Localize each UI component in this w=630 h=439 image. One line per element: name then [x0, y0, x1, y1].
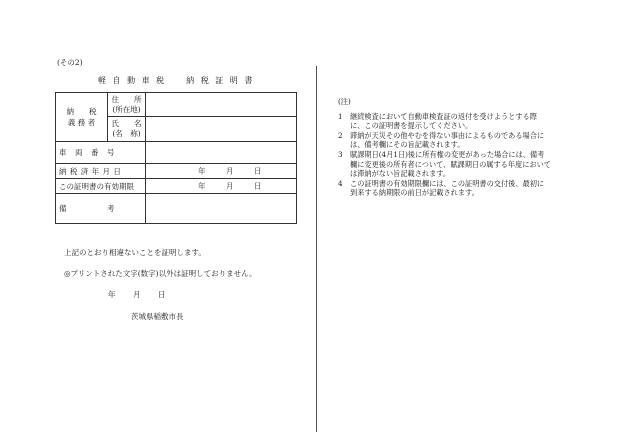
note-text: は、備考欄にその旨記載されます。	[350, 140, 465, 150]
note-text: に、この証明書を提示してください。	[350, 121, 473, 131]
taxpayer-label-cell	[56, 93, 108, 142]
taxpayer-label-line2: 義 務 者	[67, 118, 96, 127]
vehicle-number-label-cell	[56, 142, 146, 164]
note-text: 賦課期日(4月1日)後に所有権の変更があった場合には、備考	[350, 149, 545, 159]
note-number: 3	[338, 149, 343, 159]
certificate-table	[55, 92, 297, 224]
payment-date-day: 日	[254, 166, 262, 176]
printed-notice: ◎プリントされた文字(数字)以外は証明しておりません。	[64, 269, 257, 278]
validity-value-cell[interactable]	[146, 179, 297, 194]
address-label-sub: (所在地)	[112, 104, 141, 114]
note-number: 2	[338, 130, 343, 140]
name-value-cell[interactable]	[146, 117, 297, 142]
remarks-label-cell	[56, 194, 146, 224]
remarks-label: 備 考	[59, 204, 115, 213]
payment-date-label: 納 税 済 年 月 日	[59, 166, 122, 176]
address-value-cell[interactable]	[146, 93, 297, 117]
note-item	[338, 112, 606, 131]
issuer-name: 茨城県稲敷市長	[131, 312, 184, 321]
form-number: (その2)	[57, 58, 83, 67]
payment-date-month: 月	[226, 166, 234, 176]
payment-date-value-cell[interactable]	[146, 164, 297, 179]
payment-date-year: 年	[198, 166, 206, 176]
page-divider	[316, 66, 317, 432]
signature-date-day: 日	[158, 290, 166, 299]
note-text: 継続検査において自動車検査証の返付を受けようとする際	[350, 111, 537, 121]
vehicle-number-value-cell[interactable]	[146, 142, 297, 164]
certification-text: 上記のとおり相違ないことを証明します。	[64, 248, 206, 257]
note-item	[338, 150, 606, 179]
note-text: この証明書の有効期限欄には、この証明書の交付後、最初に	[350, 178, 545, 188]
vehicle-number-label: 車 両 番 号	[59, 148, 115, 157]
notes-heading: (注)	[338, 97, 351, 106]
note-number: 1	[338, 111, 343, 121]
address-label: 住 所	[111, 94, 142, 104]
note-text: 到来する納期限の前日が記載されます。	[350, 188, 479, 198]
note-number: 4	[338, 178, 343, 188]
validity-label-cell	[56, 179, 146, 194]
name-label: 氏 名	[111, 119, 142, 128]
notes-section	[338, 97, 606, 198]
signature-date-year: 年	[108, 290, 116, 299]
validity-year: 年	[198, 181, 206, 191]
validity-label: この証明書の有効期限	[59, 181, 134, 191]
name-label-sub: (名 称)	[112, 129, 141, 138]
validity-month: 月	[226, 181, 234, 191]
name-label-cell	[108, 117, 146, 142]
note-text: は滞納がない旨記載されます。	[350, 169, 451, 179]
note-item	[338, 131, 606, 150]
remarks-value-cell[interactable]	[146, 194, 297, 224]
signature-date-month: 月	[133, 290, 141, 299]
taxpayer-label-line1: 納 税	[66, 107, 97, 116]
note-text: 欄に変更後の所有者について、賦課期日の属する年度において	[350, 159, 551, 169]
note-item	[338, 179, 606, 198]
address-label-cell	[108, 93, 146, 117]
payment-date-label-cell	[56, 164, 146, 179]
validity-day: 日	[254, 181, 262, 191]
document-title: 軽 自 動 車 税 納 税 証 明 書	[98, 76, 255, 85]
note-text: 滞納が天災その他やむを得ない事由によるものである場合に	[350, 130, 545, 140]
